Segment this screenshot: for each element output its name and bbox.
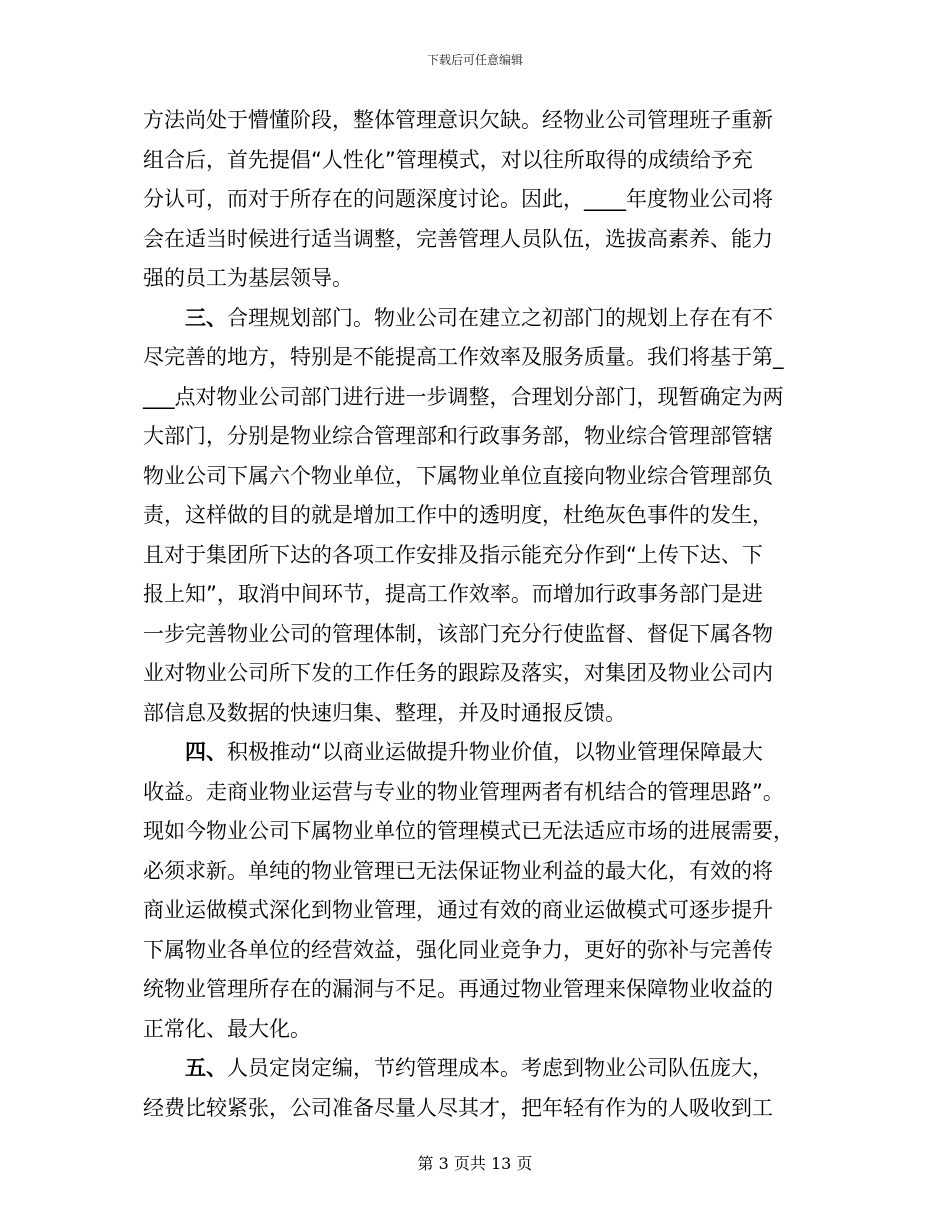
section-number: 三、	[185, 305, 227, 330]
body-line-text: 分认可，而对于所存在的问题深度讨论。因此，____年度物业公司将	[143, 187, 773, 211]
body-line	[143, 1010, 808, 1050]
body-line-text: 业对物业公司所下发的工作任务的跟踪及落实，对集团及物业公司内	[143, 661, 773, 685]
body-line-text: 收益。走商业物业运营与专业的物业管理两者有机结合的管理思路”。	[143, 779, 784, 804]
body-line-text: 一步完善物业公司的管理体制，该部门充分行使监督、督促下属各物	[143, 621, 773, 646]
body-line	[143, 891, 808, 931]
body-line-text: 积极推动“以商业运做提升物业价值，以物业管理保障最大	[227, 740, 763, 764]
page-number: 第 3 页共 13 页	[417, 1154, 533, 1173]
body-line-text: 合理规划部门。物业公司在建立之初部门的规划上存在有不	[227, 305, 773, 330]
body-line-text: 下属物业各单位的经营效益，强化同业竞争力，更好的弥补与完善传	[143, 937, 773, 962]
body-line	[143, 180, 808, 220]
body-line-text: 大部门，分别是物业综合管理部和行政事务部，物业综合管理部管辖	[143, 424, 773, 448]
body-line-text: 尽完善的地方，特别是不能提高工作效率及服务质量。我们将基于第_	[143, 345, 784, 369]
body-line-text: 责，这样做的目的就是增加工作中的透明度，杜绝灰色事件的发生，	[143, 503, 773, 527]
section-number: 四、	[185, 740, 227, 764]
body-line-text: 物业公司下属六个物业单位，下属物业单位直接向物业综合管理部负	[143, 463, 773, 488]
body-line	[143, 141, 808, 181]
body-line	[143, 338, 808, 378]
body-line-text: 会在适当时候进行适当调整，完善管理人员队伍，选拔高素养、能力	[143, 226, 773, 251]
body-line	[143, 970, 808, 1010]
body-line	[143, 931, 808, 971]
body-line	[143, 417, 808, 457]
body-line	[143, 773, 808, 813]
body-line	[143, 654, 808, 694]
body-line	[143, 259, 808, 299]
section-number: 五、	[185, 1056, 227, 1080]
body-line	[143, 101, 808, 141]
body-line-text: 现如今物业公司下属物业单位的管理模式已无法适应市场的进展需要，	[143, 819, 794, 843]
body-line-text: 正常化、最大化。	[143, 1016, 311, 1041]
body-line	[143, 1049, 808, 1089]
body-line	[143, 812, 808, 852]
body-line-text: 经费比较紧张，公司准备尽量人尽其才，把年轻有作为的人吸收到工	[143, 1095, 773, 1120]
body-line	[143, 733, 808, 773]
body-line	[143, 457, 808, 497]
body-line-text: 统物业管理所存在的漏洞与不足。再通过物业管理来保障物业收益的	[143, 977, 773, 1001]
body-line-text: 组合后，首先提倡“人性化”管理模式，对以往所取得的成绩给予充	[143, 147, 753, 172]
body-line-text: 部信息及数据的快速归集、整理，并及时通报反馈。	[143, 700, 626, 725]
body-line	[143, 615, 808, 655]
body-line-text: 方法尚处于懵懂阶段，整体管理意识欠缺。经物业公司管理班子重新	[143, 108, 773, 132]
body-line	[143, 496, 808, 536]
body-line	[143, 536, 808, 576]
body-line-text: 必须求新。单纯的物业管理已无法保证物业利益的最大化，有效的将	[143, 858, 773, 883]
body-line	[143, 694, 808, 734]
body-line-text: 强的员工为基层领导。	[143, 266, 353, 290]
body-line-text: 报上知”，取消中间环节，提高工作效率。而增加行政事务部门是进	[143, 582, 763, 606]
body-line	[143, 220, 808, 260]
body-line	[143, 299, 808, 339]
body-line-text: ___点对物业公司部门进行进一步调整，合理划分部门，现暂确定为两	[143, 384, 784, 409]
body-line-text: 且对于集团所下达的各项工作安排及指示能充分作到“上传下达、下	[143, 542, 763, 567]
document-body	[143, 101, 808, 1128]
body-line	[143, 378, 808, 418]
page-header-note: 下载后可任意编辑	[426, 53, 523, 67]
body-line	[143, 575, 808, 615]
body-line	[143, 852, 808, 892]
body-line-text: 商业运做模式深化到物业管理，通过有效的商业运做模式可逐步提升	[143, 898, 773, 922]
body-line-text: 人员定岗定编，节约管理成本。考虑到物业公司队伍庞大，	[227, 1056, 773, 1080]
body-line	[143, 1089, 808, 1129]
